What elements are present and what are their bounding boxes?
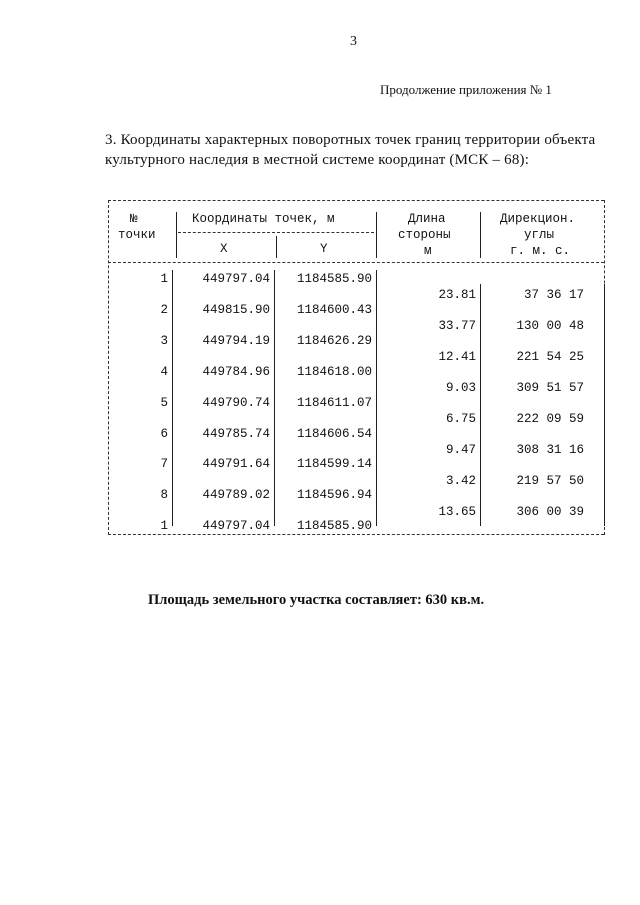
point-x: 449785.74	[202, 427, 270, 441]
header-y: Y	[320, 242, 328, 256]
point-y: 1184606.54	[296, 427, 372, 441]
point-number: 2	[160, 303, 168, 317]
segment-angle: 306 00 39	[516, 505, 584, 519]
segment-angle: 222 09 59	[516, 412, 584, 426]
header-length-1: Длина	[408, 212, 446, 226]
section-title-line2: культурного наследия в местной системе координат (МСК – 68):	[105, 152, 530, 168]
point-x: 449797.04	[202, 519, 270, 533]
segment-length: 12.41	[438, 350, 476, 364]
header-sep-3	[376, 212, 377, 258]
segment-angle: 221 54 25	[516, 350, 584, 364]
segment-length: 9.47	[445, 443, 476, 457]
point-x: 449784.96	[202, 365, 270, 379]
header-number-sign: №	[130, 212, 138, 226]
header-sep-1	[176, 212, 177, 258]
body-sep-x	[274, 270, 275, 526]
segment-angle: 219 57 50	[516, 474, 584, 488]
point-number: 4	[160, 365, 168, 379]
point-y: 1184585.90	[296, 519, 372, 533]
segment-length: 13.65	[438, 505, 476, 519]
point-number: 8	[160, 488, 168, 502]
header-sep-4	[480, 212, 481, 258]
point-y: 1184618.00	[296, 365, 372, 379]
segment-length: 3.42	[445, 474, 476, 488]
body-sep-angle	[604, 284, 605, 526]
body-sep-y	[376, 270, 377, 526]
point-y: 1184611.07	[296, 396, 372, 410]
segment-length: 33.77	[438, 319, 476, 333]
point-number: 3	[160, 334, 168, 348]
table-left-border	[108, 200, 109, 535]
header-x: X	[220, 242, 228, 256]
header-coords-group: Координаты точек, м	[192, 212, 335, 226]
point-y: 1184596.94	[296, 488, 372, 502]
segment-angle: 130 00 48	[516, 319, 584, 333]
point-y: 1184626.29	[296, 334, 372, 348]
point-number: 7	[160, 457, 168, 471]
point-x: 449790.74	[202, 396, 270, 410]
segment-angle: 37 36 17	[523, 288, 584, 302]
area-statement: Площадь земельного участка составляет: 630 кв.м.	[148, 592, 485, 608]
coords-group-divider	[178, 232, 374, 233]
point-number: 6	[160, 427, 168, 441]
segment-length: 23.81	[438, 288, 476, 302]
header-length-3: м	[424, 244, 432, 258]
point-number: 1	[160, 272, 168, 286]
header-direction-3: г. м. с.	[510, 244, 571, 258]
point-y: 1184600.43	[296, 303, 372, 317]
segment-length: 6.75	[445, 412, 476, 426]
point-x: 449789.02	[202, 488, 270, 502]
segment-angle: 308 31 16	[516, 443, 584, 457]
body-sep-number	[172, 270, 173, 526]
point-number: 5	[160, 396, 168, 410]
point-number: 1	[160, 519, 168, 533]
point-x: 449797.04	[202, 272, 270, 286]
point-x: 449815.90	[202, 303, 270, 317]
header-length-2: стороны	[398, 228, 451, 242]
body-sep-length	[480, 284, 481, 526]
header-bottom-border	[108, 262, 604, 263]
appendix-note: Продолжение приложения № 1	[380, 82, 552, 97]
point-y: 1184585.90	[296, 272, 372, 286]
table-bottom-border	[108, 534, 604, 535]
point-x: 449794.19	[202, 334, 270, 348]
header-direction-1: Дирекцион.	[500, 212, 576, 226]
table-top-border	[108, 200, 604, 201]
header-direction-2: углы	[524, 228, 555, 242]
segment-angle: 309 51 57	[516, 381, 584, 395]
section-title-line1: 3. Координаты характерных поворотных точек границ территории объекта	[105, 132, 596, 148]
header-sep-2	[276, 236, 277, 258]
point-y: 1184599.14	[296, 457, 372, 471]
segment-length: 9.03	[445, 381, 476, 395]
header-point-label: точки	[118, 228, 156, 242]
page-number: 3	[350, 34, 357, 49]
point-x: 449791.64	[202, 457, 270, 471]
